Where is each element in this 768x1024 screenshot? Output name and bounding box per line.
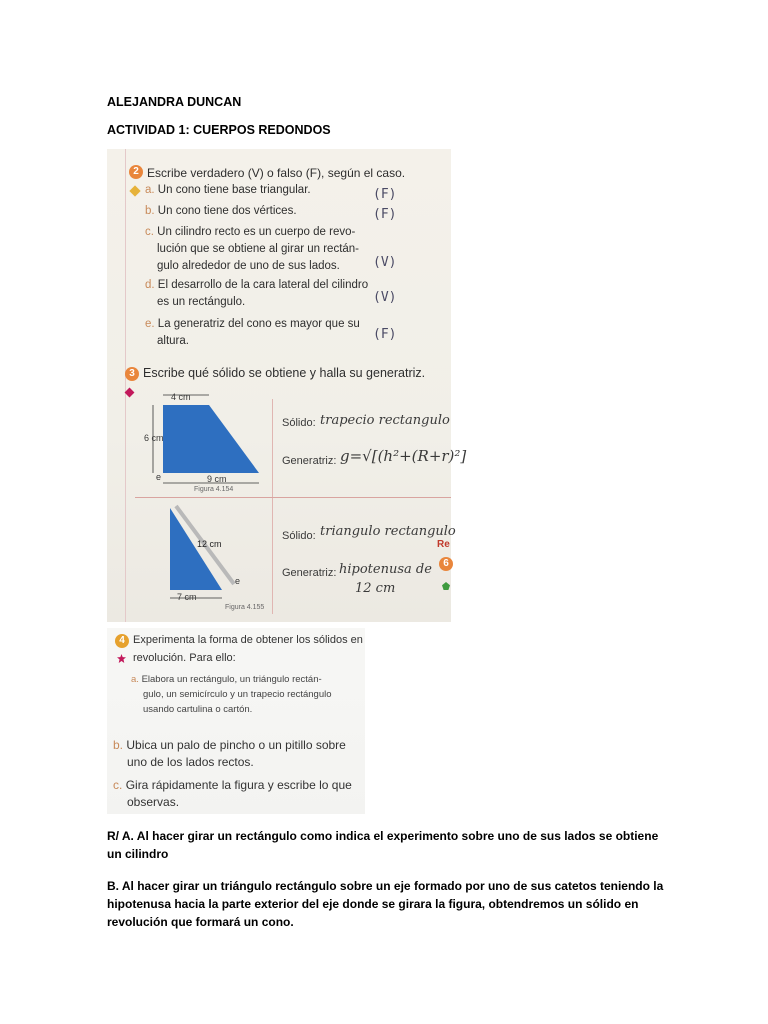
- figure-154-caption: Figura 4.154: [194, 486, 234, 493]
- q2-answer-a: (F): [373, 187, 397, 202]
- q2-item-d-line1: d. El desarrollo de la cara lateral del cilindro: [145, 279, 369, 291]
- generatrix-answer-2b: 12 cm: [355, 581, 396, 596]
- diamond-icon: [125, 388, 135, 398]
- activity-title: ACTIVIDAD 1: CUERPOS REDONDOS: [107, 123, 331, 137]
- solid-label-2: Sólido:: [282, 530, 316, 542]
- question-4-badge: 4: [115, 634, 129, 648]
- q2-item-e-line1: e. La generatriz del cono es mayor que su: [145, 318, 360, 330]
- solid-answer-2: triangulo rectangulo: [320, 524, 456, 539]
- q4-b-line-2: uno de los lados rectos.: [127, 755, 254, 769]
- answer-a: R/ A. Al hacer girar un rectángulo como indica el experimento sobre uno de sus lados se obtiene un cilindro: [107, 829, 659, 861]
- q2-answer-e: (F): [373, 327, 397, 342]
- generatrix-label-2: Generatriz:: [282, 567, 337, 579]
- section-divider: [135, 497, 451, 498]
- edge-badge: 6: [439, 557, 453, 571]
- q2-item-b: b. Un cono tiene dos vértices.: [145, 205, 297, 217]
- triangle-shape: [170, 508, 222, 590]
- triangle-corner-label: e: [235, 576, 241, 586]
- textbook-photo-2: [107, 628, 365, 814]
- q2-answer-d: (V): [373, 290, 397, 305]
- q2-answer-b: (F): [373, 207, 397, 222]
- q4-line-1: Experimenta la forma de obtener los sólidos en: [133, 634, 363, 646]
- page-margin-line: [125, 149, 126, 622]
- solid-label-1: Sólido:: [282, 417, 316, 429]
- answer-b: B. Al hacer girar un triángulo rectángulo sobre un eje formado por uno de sus catetos teniendo la hipotenusa hacia la parte exterior del eje donde se girara la figura, obtendremos un sólido en revolución que formará un cono.: [107, 879, 664, 929]
- star-icon: [117, 654, 126, 663]
- question-2-badge: 2: [129, 165, 143, 179]
- q4-a-line-2: gulo, un semicírculo y un trapecio rectángulo: [143, 689, 332, 700]
- trapezoid-left-label: 6 cm: [144, 433, 164, 443]
- edge-text: Re: [437, 539, 450, 550]
- trapezoid-shape: [163, 405, 259, 473]
- pentagon-icon: [442, 582, 450, 590]
- trapezoid-bottom-label: 9 cm: [207, 474, 227, 484]
- question-3-badge: 3: [125, 367, 139, 381]
- column-divider: [272, 399, 273, 614]
- solid-answer-1: trapecio rectangulo: [320, 413, 450, 428]
- question-3-prompt: Escribe qué sólido se obtiene y halla su generatriz.: [143, 366, 426, 380]
- q2-item-d-line2: es un rectángulo.: [157, 296, 246, 308]
- q2-item-a: a. Un cono tiene base triangular.: [145, 184, 311, 196]
- triangle-bottom-label: 7 cm: [177, 592, 197, 602]
- textbook-photo-1: [107, 149, 467, 622]
- trapezoid-corner-label: e: [156, 472, 162, 482]
- generatrix-label-1: Generatriz:: [282, 455, 337, 467]
- q2-item-c-line2: lución que se obtiene al girar un rectán-: [157, 243, 360, 255]
- q4-c-line-1: c. Gira rápidamente la figura y escribe lo que: [113, 778, 352, 792]
- marker-icon: [129, 185, 140, 196]
- figure-155-caption: Figura 4.155: [225, 604, 265, 611]
- q4-line-2: revolución. Para ello:: [133, 652, 236, 664]
- q4-b-line-1: b. Ubica un palo de pincho o un pitillo sobre: [113, 738, 346, 752]
- author-name: ALEJANDRA DUNCAN: [107, 95, 242, 109]
- generatrix-answer-2a: hipotenusa de: [339, 562, 432, 577]
- q2-item-e-line2: altura.: [157, 335, 189, 347]
- generatrix-answer-1: g=√[(h²+(R+r)²]: [340, 447, 467, 465]
- q2-answer-c: (V): [373, 255, 397, 270]
- q4-a-line-1: a. Elabora un rectángulo, un triángulo rectán-: [131, 674, 322, 685]
- trapezoid-top-label: 4 cm: [171, 392, 191, 402]
- q4-a-line-3: usando cartulina o cartón.: [143, 704, 253, 715]
- q4-c-line-2: observas.: [127, 795, 180, 809]
- q2-item-c-line3: gulo alrededor de uno de sus lados.: [157, 260, 340, 272]
- triangle-hyp-label: 12 cm: [197, 539, 222, 549]
- triangle-figure: [162, 504, 262, 604]
- question-2-prompt: Escribe verdadero (V) o falso (F), según el caso.: [147, 166, 406, 180]
- q2-item-c-line1: c. Un cilindro recto es un cuerpo de revo-: [145, 226, 356, 238]
